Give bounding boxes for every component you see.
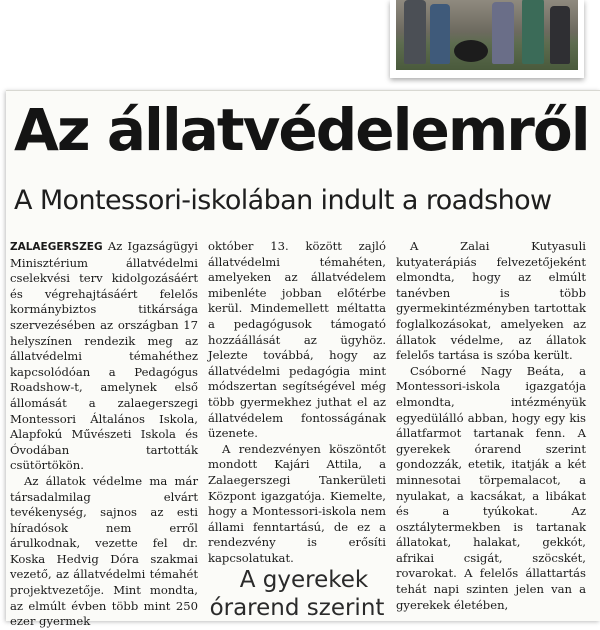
article-column-3 <box>396 239 586 619</box>
article-paragraph: A Zalai Kutyasuli kutyaterápiás felvezetőjeként elmondta, hogy az elmúlt tanévben is több gyermekintézményben tartottak foglalkozásokat, amelyeken az állatok védelme, az állatok felelős tartása is szóba került. <box>396 239 586 363</box>
pull-quote: A gyerekek órarend szerint <box>209 567 385 622</box>
article-column-1 <box>10 239 199 629</box>
group-photo-image <box>396 0 578 70</box>
article-paragraph: A rendezvényen köszöntőt mondott Kajári Attila, a Zalaegerszegi Tankerületi Központ igazgatója. Kiemelte, hogy a Montessori-iskola nem állami fenntartású, de ez a rendezvény is erősíti kapcsolatukat. <box>208 441 386 565</box>
article-body <box>10 239 586 629</box>
person-figure <box>430 4 450 64</box>
person-figure <box>404 0 426 64</box>
photo-print <box>390 0 584 78</box>
article-paragraph: Csóborné Nagy Beáta, a Montessori-iskola igazgatója elmondta, intézményük egyedülálló abban, hogy egy kis állatfarmot tartanak fenn. A gyerekek órarend szerint gondozzák, etetik, itatják a két minnesotai törpemalacot, a nyulakat, a kacsákat, a libákat és a tyúkokat. Az osztálytermekben is tartanak állatokat, halakat, gekkót, afrikai csigát, szöcskét, rovarokat. A felelős állattartás tehát napi szinten jelen van a gyerekek életében, <box>396 363 586 612</box>
article-paragraph: október 13. között zajló állatvédelmi témahéten, amelyeken az állatvédelem mibenléte jobban előtérbe kerül. Mindemellett méltatta a pedagógusok támogató hozzáállását az ügyhöz. Jelezte továbbá, hogy az állatvédelmi pedagógia mint módszertan segítségével még több gyermekhez juthat el az állatvédelem fontosságának üzenete. <box>208 239 386 441</box>
newspaper-clipping <box>6 90 600 629</box>
paragraph-text: Az Igazságügyi Minisztérium állatvédelmi cselekvési terv kidolgozásáért és végrehajtásáért felelős kormánybiztos titkársága szervezésében az országban 17 helyszínen rendezik meg az állatvédelmi témahéthez kapcsolódóan a Pedagógus Roadshow-t, amelynek első állomását a zalaegerszegi Montessori Általános Iskola, Alapfokú Művészeti Iskola és Óvodában tartották csütörtökön. <box>10 239 199 473</box>
article-headline: Az állatvédelemről <box>14 96 589 164</box>
person-figure <box>492 2 514 64</box>
person-figure <box>550 6 570 64</box>
dateline: ZALAEGERSZEG <box>10 241 103 253</box>
article-paragraph <box>10 239 198 474</box>
article-subheadline: A Montessori-iskolában indult a roadshow <box>14 185 552 216</box>
dog-figure <box>454 40 488 62</box>
article-column-2 <box>208 239 386 622</box>
article-paragraph: Az állatok védelme ma már társadalmilag elvárt tevékenység, sajnos az esti híradósok nem erről árulkodnak, vezette fel dr. Koska Hedvig Dóra szakmai vezető, az állatvédelmi témahét projektvezetője. Mint mondta, az elmúlt évben több mint 250 ezer gyermek <box>10 473 198 629</box>
person-figure <box>522 0 544 64</box>
